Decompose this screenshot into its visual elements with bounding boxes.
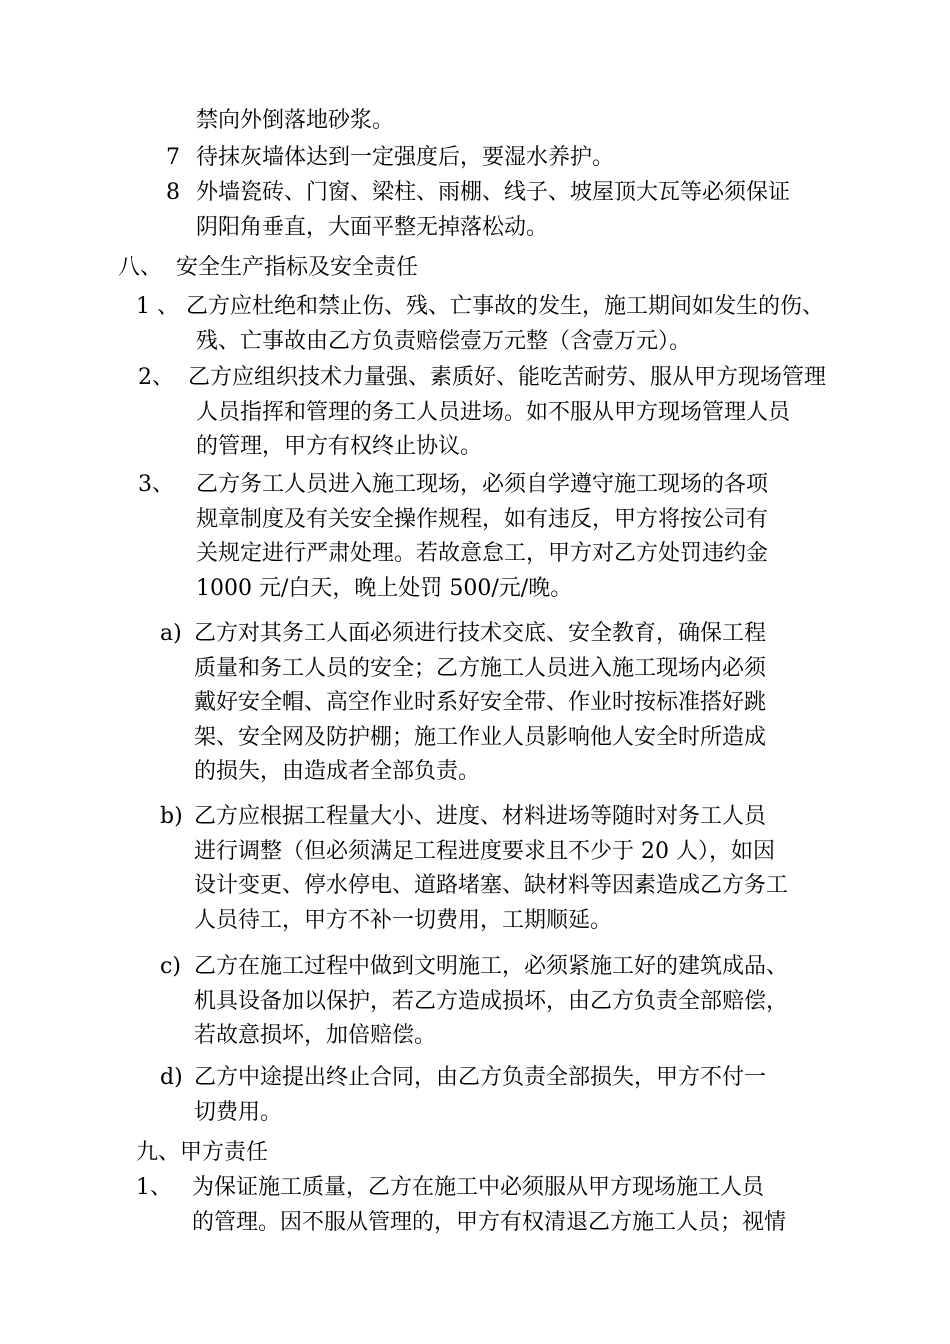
text-line: 架、安全网及防护棚；施工作业人员影响他人安全时所造成 — [194, 724, 767, 750]
item-text — [196, 141, 614, 176]
text-line: 1000 元/白天，晚上处罚 500/元/晚。 — [196, 575, 573, 601]
section-title — [176, 251, 418, 286]
item-number: 7 — [166, 145, 180, 170]
text-line: 乙方务工人员进入施工现场，必须自学遵守施工现场的各项 — [196, 472, 769, 497]
item-text — [196, 468, 768, 606]
item-number: 1、 — [136, 1175, 172, 1200]
text-line: 关规定进行严肃处理。若故意怠工，甲方对乙方处罚违约金 — [196, 541, 769, 566]
text-line: 待抹灰墙体达到一定强度后，要湿水养护。 — [196, 145, 615, 170]
item-number: 1 、 — [136, 294, 179, 319]
item-number: c) — [160, 954, 181, 979]
item-number: a) — [160, 621, 182, 646]
text-line: 乙方应杜绝和禁止伤、残、亡事故的发生，施工期间如发生的伤、 — [186, 294, 825, 319]
text-line: 戴好安全帽、高空作业时系好安全带、作业时按标准搭好跳 — [194, 690, 767, 715]
item-number: 8 — [166, 180, 180, 205]
text-line: 人员待工，甲方不补一切费用，工期顺延。 — [194, 907, 613, 933]
text-line: 乙方应组织技术力量强、素质好、能吃苦耐劳、服从甲方现场管理 — [188, 365, 827, 390]
text-line: 规章制度及有关安全操作规程，如有违反，甲方将按公司有 — [196, 506, 769, 532]
text-line: 质量和务工人员的安全；乙方施工人员进入施工现场内必须 — [194, 655, 767, 681]
item-number: d) — [160, 1065, 183, 1090]
text-line: 乙方中途提出终止合同，由乙方负责全部损失，甲方不付一 — [194, 1065, 767, 1090]
item-text — [194, 617, 766, 790]
item-text — [192, 1171, 786, 1240]
text-line: 设计变更、停水停电、道路堵塞、缺材料等因素造成乙方务工 — [194, 873, 789, 898]
item-text — [186, 290, 824, 359]
text-line: 阴阳角垂直，大面平整无掉落松动。 — [196, 214, 549, 240]
text-line: 为保证施工质量，乙方在施工中必须服从甲方现场施工人员 — [192, 1175, 765, 1200]
text-line: 禁向外倒落地砂浆。 — [196, 108, 395, 133]
text-line: 的损失，由造成者全部负责。 — [194, 759, 481, 784]
text-line: 九、甲方责任 — [136, 1140, 269, 1165]
text-line: 乙方应根据工程量大小、进度、材料进场等随时对务工人员 — [194, 804, 767, 829]
text-line: 人员指挥和管理的务工人员进场。如不服从甲方现场管理人员 — [196, 399, 791, 425]
section-number: 八、 — [118, 255, 163, 280]
text-line: 机具设备加以保护，若乙方造成损坏，由乙方负责全部赔偿， — [194, 988, 789, 1014]
text-line: 若故意损坏，加倍赔偿。 — [194, 1023, 437, 1048]
item-number: b) — [160, 804, 183, 829]
item-text — [194, 950, 788, 1054]
text-line: 乙方对其务工人面必须进行技术交底、安全教育，确保工程 — [194, 621, 767, 646]
item-text — [196, 104, 394, 139]
text-line: 进行调整（但必须满足工程进度要求且不少于 20 人），如因 — [194, 838, 775, 864]
item-number: 2、 — [138, 365, 174, 390]
item-text — [194, 800, 788, 938]
section-title — [136, 1136, 268, 1171]
text-line: 外墙瓷砖、门窗、梁柱、雨棚、线子、坡屋顶大瓦等必须保证 — [196, 180, 791, 205]
text-line: 安全生产指标及安全责任 — [176, 255, 419, 280]
text-line: 乙方在施工过程中做到文明施工，必须紧施工好的建筑成品、 — [194, 954, 789, 979]
item-text — [194, 1061, 766, 1130]
text-line: 的管理。因不服从管理的，甲方有权清退乙方施工人员；视情 — [192, 1209, 787, 1235]
text-line: 的管理，甲方有权终止协议。 — [196, 434, 483, 459]
item-number: 3、 — [138, 472, 174, 497]
text-line: 残、亡事故由乙方负责赔偿壹万元整（含壹万元）。 — [196, 328, 692, 354]
item-text — [196, 176, 790, 245]
item-text — [188, 361, 826, 465]
text-line: 切费用。 — [194, 1099, 283, 1125]
